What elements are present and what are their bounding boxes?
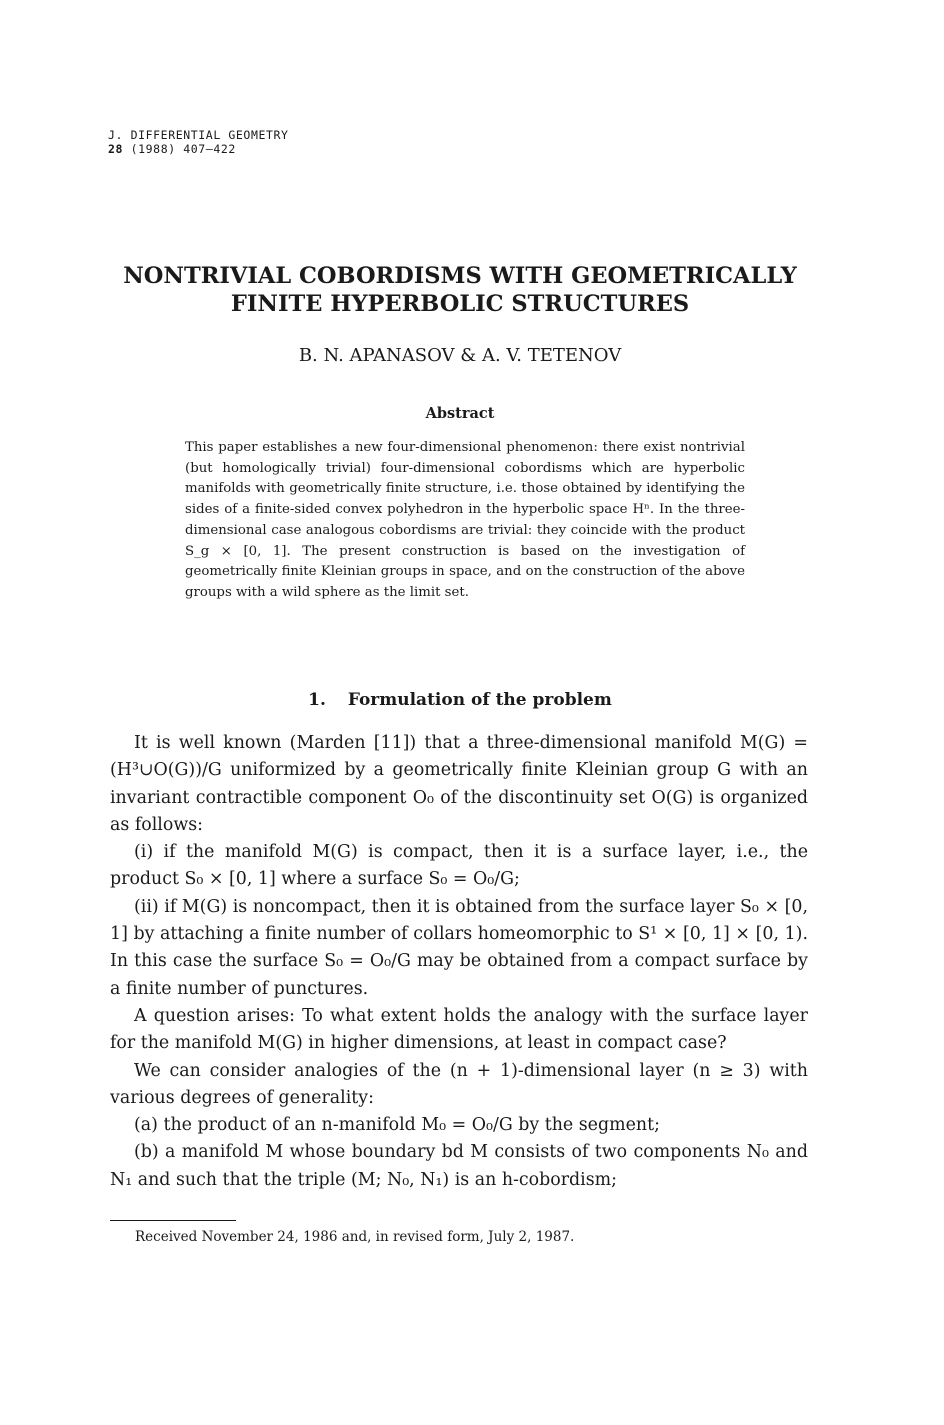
paragraph: (b) a manifold M whose boundary bd M consists of two components N₀ and N₁ and such that the triple (M; N₀, N₁) is an h-cobordism;	[110, 1142, 808, 1190]
body-text	[110, 730, 808, 1194]
paragraph: (i) if the manifold M(G) is compact, then it is a surface layer, i.e., the product S₀ × [0, 1] where a surface S₀ = O₀/G;	[110, 842, 808, 890]
title-line-2: FINITE HYPERBOLIC STRUCTURES	[230, 291, 690, 317]
journal-volume-line	[108, 142, 289, 156]
paper-title	[60, 262, 860, 318]
section-title: Formulation of the problem	[347, 690, 612, 710]
journal-name: J. DIFFERENTIAL GEOMETRY	[108, 128, 289, 142]
paragraph: (ii) if M(G) is noncompact, then it is obtained from the surface layer S₀ × [0, 1] by attaching a finite number of collars homeomorphic to S¹ × [0, 1] × [0, 1). In this case the surface S₀ = O₀/G may be obtained from a compact surface by a finite number of punctures.	[110, 896, 808, 999]
journal-volume: 28	[108, 142, 124, 156]
paragraph: (a) the product of an n-manifold M₀ = O₀/G by the segment;	[134, 1115, 660, 1136]
footnote-rule	[110, 1220, 236, 1221]
paragraph: A question arises: To what extent holds the analogy with the surface layer for the manifold M(G) in higher dimensions, at least in compact case?	[110, 1005, 808, 1054]
authors: B. N. APANASOV & A. V. TETENOV	[298, 345, 622, 366]
journal-header	[108, 128, 289, 156]
section-heading	[60, 690, 860, 710]
abstract-heading: Abstract	[425, 405, 495, 422]
section-number: 1.	[308, 690, 326, 710]
abstract-text: This paper establishes a new four-dimensional phenomenon: there exist nontrivial (but homologically trivial) four-dimensional cobordisms which are hyperbolic manifolds with geometrically finite structure, i.e. those obtained by identifying the sides of a finite-sided convex polyhedron in the hyperbolic space Hⁿ. In the three-dimensional case analogous cobordisms are trivial: they coincide with the product S_g × [0, 1]. The present construction is based on the investigation of geometrically finite Kleinian groups in space, and on the construction of the above groups with a wild sphere as the limit set.	[185, 440, 745, 600]
title-line-1: NONTRIVIAL COBORDISMS WITH GEOMETRICALLY	[123, 263, 797, 289]
paragraph: We can consider analogies of the (n + 1)-dimensional layer (n ≥ 3) with various degrees of generality:	[110, 1060, 808, 1108]
paragraph: It is well known (Marden [11]) that a three-dimensional manifold M(G) = (H³∪O(G))/G uniformized by a geometrically finite Kleinian group G with an invariant contractible component O₀ of the discontinuity set O(G) is organized as follows:	[110, 733, 808, 835]
journal-year-pages: (1988) 407–422	[130, 142, 236, 156]
footnote: Received November 24, 1986 and, in revised form, July 2, 1987.	[135, 1229, 575, 1245]
